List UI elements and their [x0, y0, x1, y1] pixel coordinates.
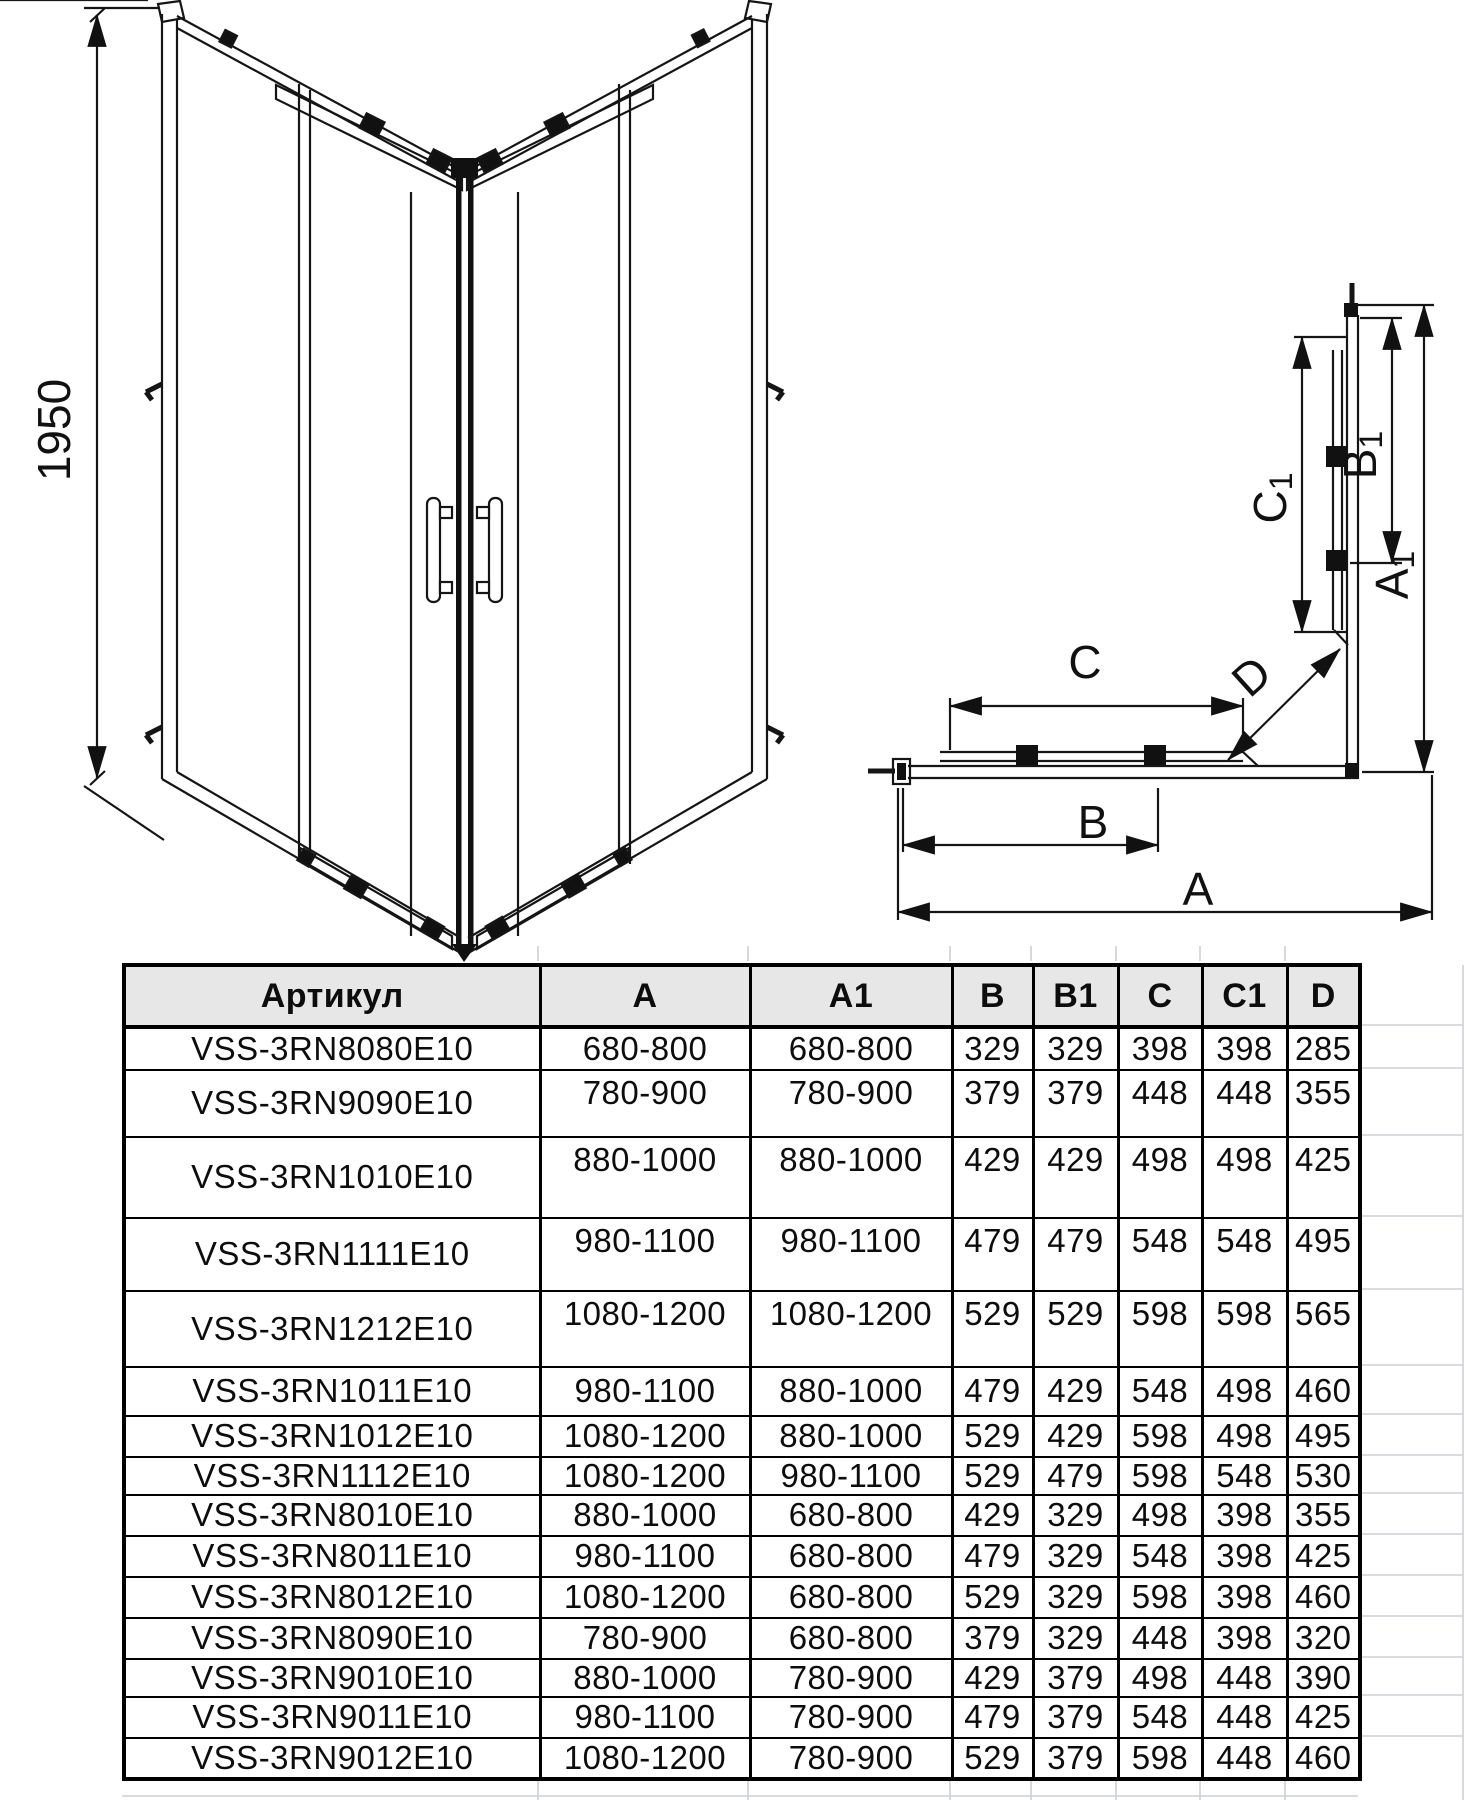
table-row: [124, 1218, 1360, 1291]
cell-value: 448: [1202, 1659, 1287, 1697]
iso-view-drawing: [0, 0, 783, 962]
cell-value: 495: [1287, 1218, 1360, 1291]
column-header-c1: C1: [1202, 965, 1287, 1027]
column-header-c: C: [1118, 965, 1202, 1027]
table-row: [124, 1367, 1360, 1416]
cell-value: 1080-1200: [540, 1416, 750, 1457]
cell-value: 379: [1033, 1659, 1118, 1697]
bottom-sill-right: [468, 772, 767, 952]
cell-value: 448: [1118, 1070, 1202, 1137]
plan-dim-a: [898, 775, 1432, 920]
cell-value: 598: [1118, 1738, 1202, 1779]
cell-value: 980-1100: [540, 1697, 750, 1738]
cell-value: 498: [1118, 1659, 1202, 1697]
cell-value: 479: [952, 1536, 1033, 1577]
table-header-row: [124, 965, 1360, 1027]
top-door-rail-right: [467, 29, 709, 190]
cell-value: 355: [1287, 1495, 1360, 1536]
plan-vertical-wall: [1326, 283, 1359, 779]
plan-dim-b: [903, 788, 1158, 852]
door-handle-left: [427, 498, 452, 602]
plan-horizontal-wall: [868, 745, 1358, 784]
door-handle-right: [477, 498, 502, 602]
cell-value: 429: [952, 1659, 1033, 1697]
cell-value: 285: [1287, 1027, 1360, 1070]
cell-value: 479: [952, 1367, 1033, 1416]
table-row: [124, 1536, 1360, 1577]
cell-value: 980-1100: [540, 1218, 750, 1291]
cell-value: 880-1000: [750, 1416, 952, 1457]
cell-value: 498: [1118, 1495, 1202, 1536]
cell-value: 320: [1287, 1618, 1360, 1659]
cell-value: 398: [1202, 1536, 1287, 1577]
cell-value: 498: [1118, 1137, 1202, 1218]
fixed-panel-post-left: [299, 84, 310, 864]
cell-value: 980-1100: [540, 1367, 750, 1416]
cell-value: 498: [1202, 1367, 1287, 1416]
cell-value: 379: [1033, 1070, 1118, 1137]
cell-value: 880-1000: [540, 1137, 750, 1218]
cell-value: 980-1100: [750, 1218, 952, 1291]
column-header-b: B: [952, 965, 1033, 1027]
plan-dim-c: [950, 698, 1243, 750]
table-row: [124, 1291, 1360, 1367]
table-row: [124, 1027, 1360, 1070]
cell-value: 980-1100: [750, 1457, 952, 1495]
cell-value: 780-900: [540, 1618, 750, 1659]
cell-value: 355: [1287, 1070, 1360, 1137]
cell-value: 429: [1033, 1137, 1118, 1218]
cell-value: 548: [1118, 1218, 1202, 1291]
cell-value: 379: [952, 1070, 1033, 1137]
cell-value: 329: [1033, 1495, 1118, 1536]
cell-value: 425: [1287, 1137, 1360, 1218]
cell-value: 780-900: [750, 1697, 952, 1738]
cell-value: 398: [1202, 1027, 1287, 1070]
plan-label-c1: C1: [1244, 472, 1299, 524]
cell-value: 479: [1033, 1218, 1118, 1291]
fixed-panel-post-right: [619, 84, 630, 864]
cell-value: 390: [1287, 1659, 1360, 1697]
cell-value: 429: [1033, 1367, 1118, 1416]
table-row: [124, 1697, 1360, 1738]
table-row: [124, 1577, 1360, 1618]
cell-value: 398: [1202, 1577, 1287, 1618]
cell-article: VSS-3RN8090E10: [124, 1618, 540, 1659]
cell-article: VSS-3RN1212E10: [124, 1291, 540, 1367]
cell-value: 460: [1287, 1738, 1360, 1779]
table-row: [124, 1738, 1360, 1779]
cell-value: 548: [1118, 1536, 1202, 1577]
cell-value: 530: [1287, 1457, 1360, 1495]
cell-article: VSS-3RN9012E10: [124, 1738, 540, 1779]
top-door-rail-left: [219, 30, 462, 190]
cell-value: 498: [1202, 1416, 1287, 1457]
cell-article: VSS-3RN9090E10: [124, 1070, 540, 1137]
cell-article: VSS-3RN9011E10: [124, 1697, 540, 1738]
cell-value: 548: [1202, 1457, 1287, 1495]
cell-article: VSS-3RN8012E10: [124, 1577, 540, 1618]
cell-value: 398: [1202, 1495, 1287, 1536]
cell-value: 498: [1202, 1137, 1287, 1218]
cell-value: 980-1100: [540, 1536, 750, 1577]
plan-label-a: A: [1182, 863, 1214, 915]
cell-value: 379: [1033, 1738, 1118, 1779]
cell-value: 598: [1118, 1291, 1202, 1367]
table-row: [124, 1416, 1360, 1457]
cell-value: 479: [952, 1697, 1033, 1738]
cell-value: 780-900: [750, 1070, 952, 1137]
bottom-sill-left: [162, 772, 461, 952]
cell-article: VSS-3RN1111E10: [124, 1218, 540, 1291]
cell-value: 529: [952, 1738, 1033, 1779]
cell-value: 548: [1118, 1367, 1202, 1416]
cell-article: VSS-3RN8080E10: [124, 1027, 540, 1070]
cell-value: 880-1000: [540, 1659, 750, 1697]
cell-value: 329: [1033, 1577, 1118, 1618]
cell-value: 1080-1200: [540, 1738, 750, 1779]
cell-value: 780-900: [750, 1738, 952, 1779]
cell-value: 680-800: [750, 1536, 952, 1577]
cell-value: 460: [1287, 1577, 1360, 1618]
cell-value: 329: [1033, 1618, 1118, 1659]
table-row: [124, 1659, 1360, 1697]
cell-value: 1080-1200: [540, 1577, 750, 1618]
cell-value: 529: [952, 1291, 1033, 1367]
cell-article: VSS-3RN1011E10: [124, 1367, 540, 1416]
cell-article: VSS-3RN1112E10: [124, 1457, 540, 1495]
spec-table: [122, 963, 1362, 1781]
cell-value: 680-800: [540, 1027, 750, 1070]
cell-value: 680-800: [750, 1577, 952, 1618]
cell-value: 448: [1118, 1618, 1202, 1659]
right-wall-post: [745, 1, 783, 779]
plan-dim-c1: [1294, 337, 1346, 632]
cell-value: 598: [1118, 1457, 1202, 1495]
table-row: [124, 1618, 1360, 1659]
cell-value: 598: [1118, 1416, 1202, 1457]
cell-article: VSS-3RN1012E10: [124, 1416, 540, 1457]
cell-value: 398: [1202, 1618, 1287, 1659]
plan-label-a1: A1: [1366, 550, 1421, 600]
table-row: [124, 1137, 1360, 1218]
plan-label-c: C: [1068, 636, 1102, 688]
table-row: [124, 1070, 1360, 1137]
cell-article: VSS-3RN9010E10: [124, 1659, 540, 1697]
table-row: [124, 1457, 1360, 1495]
cell-value: 379: [1033, 1697, 1118, 1738]
cell-value: 529: [952, 1577, 1033, 1618]
cell-value: 548: [1118, 1697, 1202, 1738]
table-row: [124, 1495, 1360, 1536]
column-header-a: A: [540, 965, 750, 1027]
plan-view-drawing: [868, 283, 1434, 920]
cell-value: 880-1000: [750, 1137, 952, 1218]
corner-post: [451, 158, 478, 962]
cell-value: 1080-1200: [750, 1291, 952, 1367]
cell-value: 398: [1118, 1027, 1202, 1070]
plan-dim-a1: [1355, 305, 1434, 772]
cell-value: 429: [952, 1137, 1033, 1218]
cell-value: 329: [1033, 1027, 1118, 1070]
cell-value: 425: [1287, 1536, 1360, 1577]
height-dim-label: 1950: [28, 378, 80, 482]
plan-label-b: B: [1077, 796, 1109, 848]
cell-value: 448: [1202, 1070, 1287, 1137]
cell-value: 780-900: [750, 1659, 952, 1697]
cell-value: 448: [1202, 1697, 1287, 1738]
cell-value: 495: [1287, 1416, 1360, 1457]
cell-value: 379: [952, 1618, 1033, 1659]
cell-value: 680-800: [750, 1027, 952, 1070]
cell-value: 880-1000: [750, 1367, 952, 1416]
cell-value: 425: [1287, 1697, 1360, 1738]
cell-value: 780-900: [540, 1070, 750, 1137]
cell-value: 529: [1033, 1291, 1118, 1367]
cell-value: 479: [952, 1218, 1033, 1291]
cell-value: 880-1000: [540, 1495, 750, 1536]
cell-value: 529: [952, 1457, 1033, 1495]
cell-value: 448: [1202, 1738, 1287, 1779]
cell-value: 429: [1033, 1416, 1118, 1457]
column-header-a1: A1: [750, 965, 952, 1027]
cell-value: 329: [952, 1027, 1033, 1070]
plan-label-d: D: [1221, 645, 1282, 707]
cell-value: 598: [1118, 1577, 1202, 1618]
cell-value: 1080-1200: [540, 1291, 750, 1367]
cell-value: 680-800: [750, 1618, 952, 1659]
cell-value: 598: [1202, 1291, 1287, 1367]
cell-value: 680-800: [750, 1495, 952, 1536]
cell-value: 1080-1200: [540, 1457, 750, 1495]
cell-article: VSS-3RN1010E10: [124, 1137, 540, 1218]
height-dimension-1950: [84, 8, 164, 840]
column-header-b1: B1: [1033, 965, 1118, 1027]
cell-article: VSS-3RN8010E10: [124, 1495, 540, 1536]
cell-article: VSS-3RN8011E10: [124, 1536, 540, 1577]
cell-value: 565: [1287, 1291, 1360, 1367]
cell-value: 479: [1033, 1457, 1118, 1495]
column-header-article: Артикул: [124, 965, 540, 1027]
plan-label-b1: B1: [1334, 430, 1389, 480]
cell-value: 329: [1033, 1536, 1118, 1577]
cell-value: 529: [952, 1416, 1033, 1457]
cell-value: 460: [1287, 1367, 1360, 1416]
cell-value: 548: [1202, 1218, 1287, 1291]
column-header-d: D: [1287, 965, 1360, 1027]
cell-value: 429: [952, 1495, 1033, 1536]
